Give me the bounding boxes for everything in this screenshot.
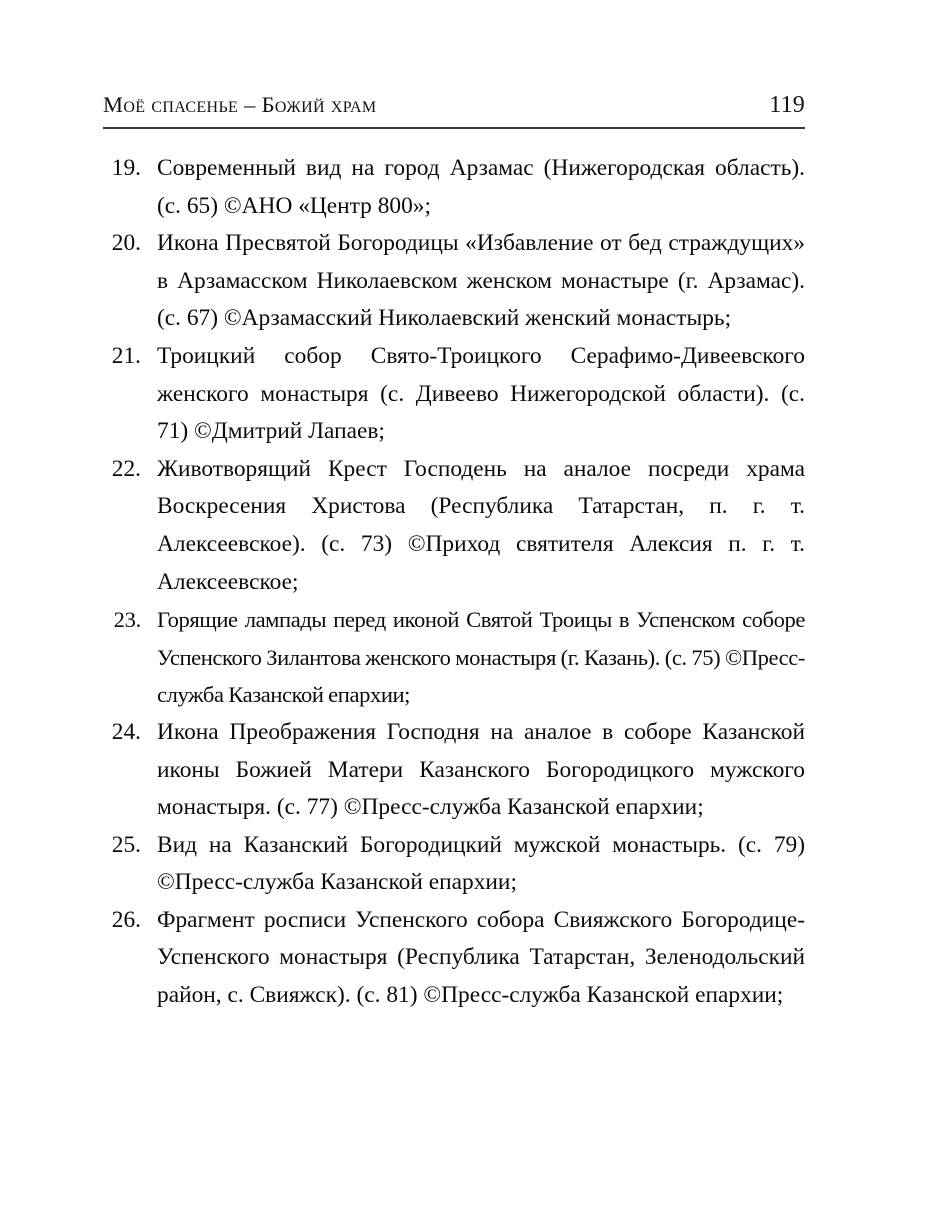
list-item-number: 26. bbox=[111, 906, 141, 933]
list-item bbox=[103, 451, 805, 601]
list-item bbox=[103, 827, 805, 902]
running-header bbox=[103, 92, 805, 119]
list-item-text: Троицкий собор Свято-Троицкого Серафимо-Дивеевского женского монастыря (с. Дивеево Нижегородской области). (с. 71) ©Дмитрий Лапаев; bbox=[157, 342, 805, 445]
page-title: Моё спасенье – Божий храм bbox=[103, 92, 377, 117]
list-item-text: Икона Преображения Господня на аналое в соборе Казанской иконы Божией Матери Казанского Богородицкого мужского монастыря. (с. 77) ©Пресс-служба Казанской епархии; bbox=[157, 718, 805, 821]
list-item-number: 22. bbox=[111, 455, 141, 482]
list-item-number: 23. bbox=[113, 607, 141, 633]
header-rule bbox=[103, 127, 805, 129]
list-item bbox=[103, 601, 805, 714]
list-item-text: Икона Пресвятой Богородицы «Избавление от бед страждущих» в Арзамасском Николаевском женском монастыре (г. Арзамас). (с. 67) ©Арзамасский Николаевский женский монастырь; bbox=[157, 230, 805, 332]
list-item bbox=[103, 225, 805, 338]
list-item-number: 21. bbox=[111, 342, 141, 369]
list-item bbox=[103, 902, 805, 1015]
list-item-text: Фрагмент росписи Успенского собора Свияжского Богородице-Успенского монастыря (Республика Татарстан, Зеленодольский район, с. Свияжск). (с. 81) ©Пресс-служба Казанской епархии; bbox=[157, 906, 805, 1009]
list-item bbox=[103, 150, 805, 225]
list-item bbox=[103, 714, 805, 827]
list-item-text: Горящие лампады перед иконой Святой Троицы в Успенском соборе Успенского Зилантова женского монастыря (г. Казань). (с. 75) ©Пресс-служба Казанской епархии; bbox=[157, 607, 805, 708]
list-item-text: Вид на Казанский Богородицкий мужской монастырь. (с. 79) ©Пресс-служба Казанской епархии; bbox=[157, 831, 805, 896]
list-item bbox=[103, 338, 805, 451]
list-item-number: 25. bbox=[111, 831, 141, 858]
list-item-text: Современный вид на город Арзамас (Нижегородская область). (с. 65) ©АНО «Центр 800»; bbox=[157, 155, 805, 219]
page-number: 119 bbox=[769, 92, 805, 118]
list-item-number: 24. bbox=[111, 718, 141, 745]
list-item-number: 19. bbox=[111, 155, 141, 181]
list-item-text: Животворящий Крест Господень на аналое посреди храма Воскресения Христова (Республика Татарстан, п. г. т. Алексеевское). (с. 73) ©Приход святителя Алексия п. г. т. Алексеевское; bbox=[157, 455, 805, 595]
illustration-credits-list bbox=[103, 150, 805, 1015]
list-item-number: 20. bbox=[111, 230, 141, 257]
